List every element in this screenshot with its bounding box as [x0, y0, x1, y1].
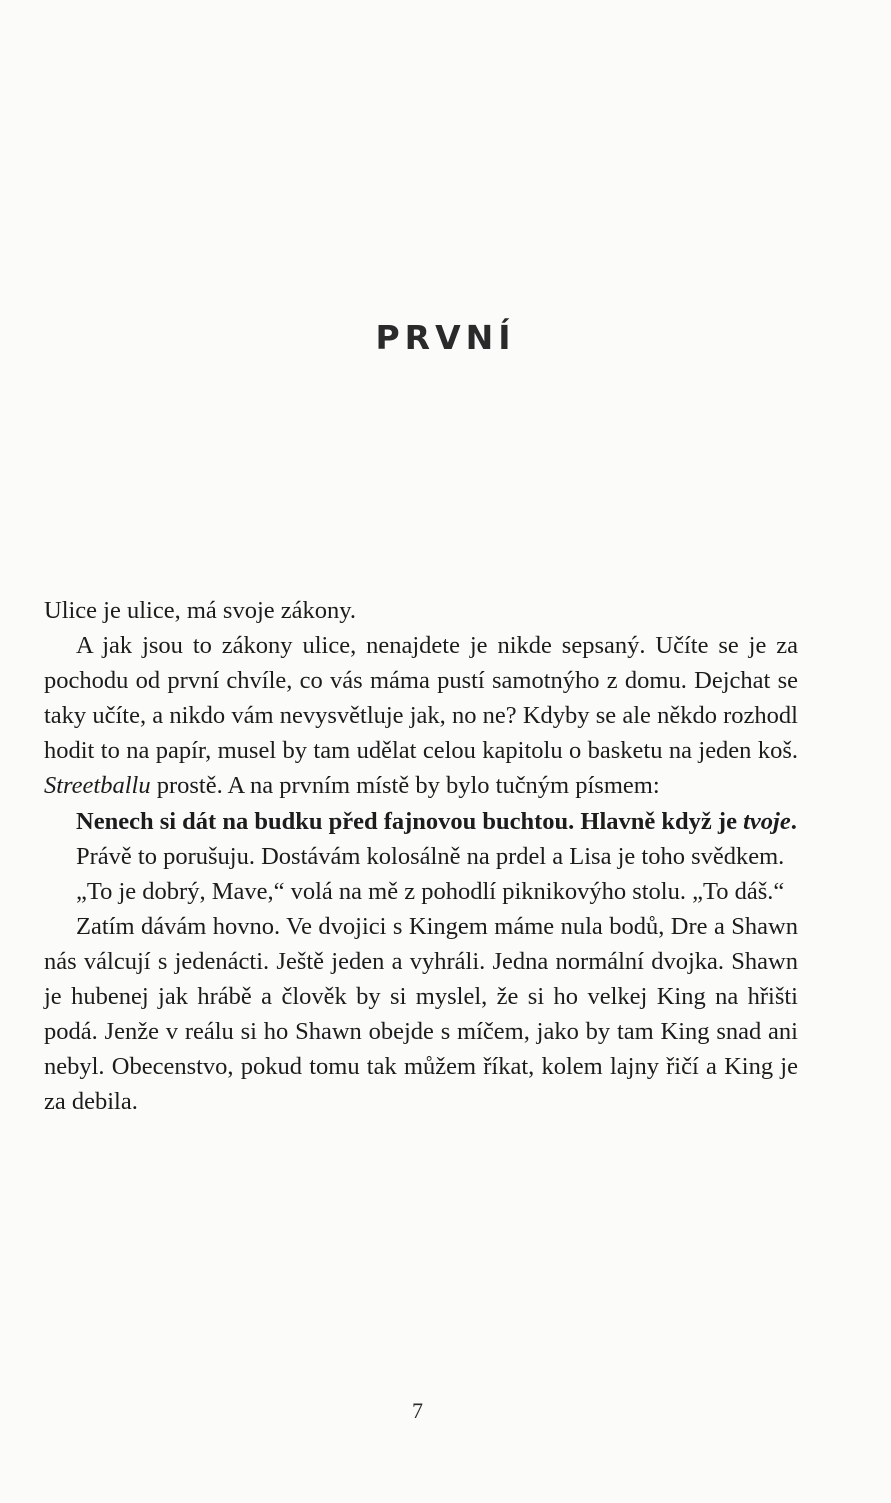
paragraph-3-emphasis: tvoje — [743, 807, 791, 835]
paragraph-2-emphasis: Streetballu — [44, 772, 151, 800]
chapter-title: PRVNÍ — [375, 318, 516, 357]
paragraph-2-text-b: prostě. A na prvním místě by bylo tučným písmem: — [150, 772, 660, 800]
paragraph-3-text-b: . — [790, 807, 797, 835]
paragraph-2 — [44, 628, 798, 803]
paragraph-2-text-a: A jak jsou to zákony ulice, nenajdete je nikde sepsaný. Učíte se je za pochodu od první chvíle, co vás máma pustí samotnýho z domu. Dejchat se taky učíte, a nikdo vám nevysvětluje jak, no ne? Kdyby se ale někdo rozhodl hodit to na papír, musel by tam udělat celou kapitolu o basketu na jeden koš. — [44, 632, 798, 765]
paragraph-3-text-a: Nenech si dát na budku před fajnovou buchtou. Hlavně když je — [76, 807, 744, 835]
paragraph-1: Ulice je ulice, má svoje zákony. — [44, 597, 357, 624]
page-number: 7 — [412, 1398, 423, 1423]
paragraph-5: „To je dobrý, Mave,“ volá na mě z pohodlí piknikovýho stolu. „To dáš.“ — [76, 877, 785, 905]
paragraph-6: Zatím dávám hovno. Ve dvojici s Kingem máme nula bodů, Dre a Shawn nás válcují s jedenácti. Ještě jeden a vyhráli. Jedna normální dvojka. Shawn je hubenej jak hrábě a člověk by si myslel, že si ho velkej King na hřišti podá. Jenže v reálu si ho Shawn obejde s míčem, jako by tam King snad ani nebyl. Obecenstvo, pokud tomu tak můžem říkat, kolem lajny řičí a King je za debila. — [44, 912, 798, 1116]
chapter-body — [44, 593, 798, 1119]
paragraph-4: Právě to porušuju. Dostávám kolosálně na prdel a Lisa je toho svědkem. — [76, 842, 785, 870]
paragraph-3-rule — [44, 804, 798, 839]
